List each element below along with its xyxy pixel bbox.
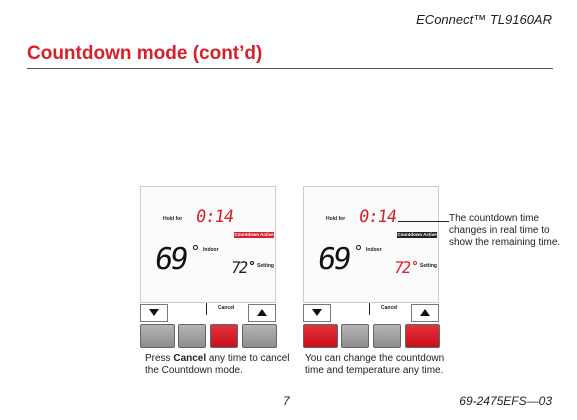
hold-time: 0:14 [194, 207, 235, 227]
setpoint-temperature: 72 [392, 258, 411, 277]
thermostat-device-2 [303, 186, 439, 348]
hardware-button-3[interactable] [373, 324, 401, 348]
caption-right: You can change the countdown time and temperature any time. [305, 353, 445, 376]
caption-left-prefix: Press [145, 353, 174, 364]
degree-icon [250, 261, 254, 265]
document-code: 69-2475EFS—03 [459, 394, 552, 408]
hardware-button-4[interactable] [242, 324, 277, 348]
hold-time: 0:14 [357, 207, 398, 227]
down-arrow-button[interactable] [303, 304, 331, 322]
degree-icon [413, 261, 417, 265]
caption-left-bold: Cancel [173, 353, 207, 364]
degree-icon [193, 245, 198, 250]
hold-label: Hold for [326, 216, 346, 222]
countdown-annotation: The countdown time changes in real time to show the remaining time. [449, 213, 561, 248]
header-product: EConnect™ TL9160AR [416, 12, 552, 27]
hardware-button-3[interactable] [210, 324, 238, 348]
countdown-active-badge: Countdown Active [397, 232, 437, 237]
indoor-temperature: 69 [152, 242, 188, 277]
indoor-label: Indoor [203, 247, 219, 253]
degree-icon [356, 245, 361, 250]
thermostat-screen [140, 186, 276, 303]
thermostat-device-1 [140, 186, 276, 348]
chevron-up-icon [257, 309, 267, 316]
screen-divider [369, 303, 370, 315]
indoor-temperature: 69 [315, 242, 351, 277]
hardware-button-2[interactable] [178, 324, 206, 348]
chevron-up-icon [420, 309, 430, 316]
hardware-button-2[interactable] [341, 324, 369, 348]
chevron-down-icon [149, 309, 159, 316]
page-number: 7 [283, 394, 290, 408]
setpoint-temperature: 72 [229, 258, 248, 277]
setting-label: Setting [257, 263, 274, 269]
setting-label: Setting [420, 263, 437, 269]
page-title: Countdown mode (cont’d) [27, 43, 263, 64]
indoor-label: Indoor [366, 247, 382, 253]
cancel-button[interactable]: Cancel [218, 305, 235, 311]
hold-label: Hold for [163, 216, 183, 222]
caption-left [145, 353, 290, 377]
hardware-button-1[interactable] [303, 324, 338, 348]
title-rule [27, 68, 553, 69]
caption-left-suffix: any time to cancel the Countdown mode. [145, 353, 290, 376]
hardware-button-4[interactable] [405, 324, 440, 348]
down-arrow-button[interactable] [140, 304, 168, 322]
countdown-active-badge: Countdown Active [234, 232, 274, 237]
up-arrow-button[interactable] [411, 304, 439, 322]
chevron-down-icon [312, 309, 322, 316]
hardware-button-1[interactable] [140, 324, 175, 348]
cancel-button[interactable]: Cancel [381, 305, 398, 311]
screen-divider [206, 303, 207, 315]
up-arrow-button[interactable] [248, 304, 276, 322]
callout-line [398, 221, 449, 222]
thermostat-screen [303, 186, 439, 303]
